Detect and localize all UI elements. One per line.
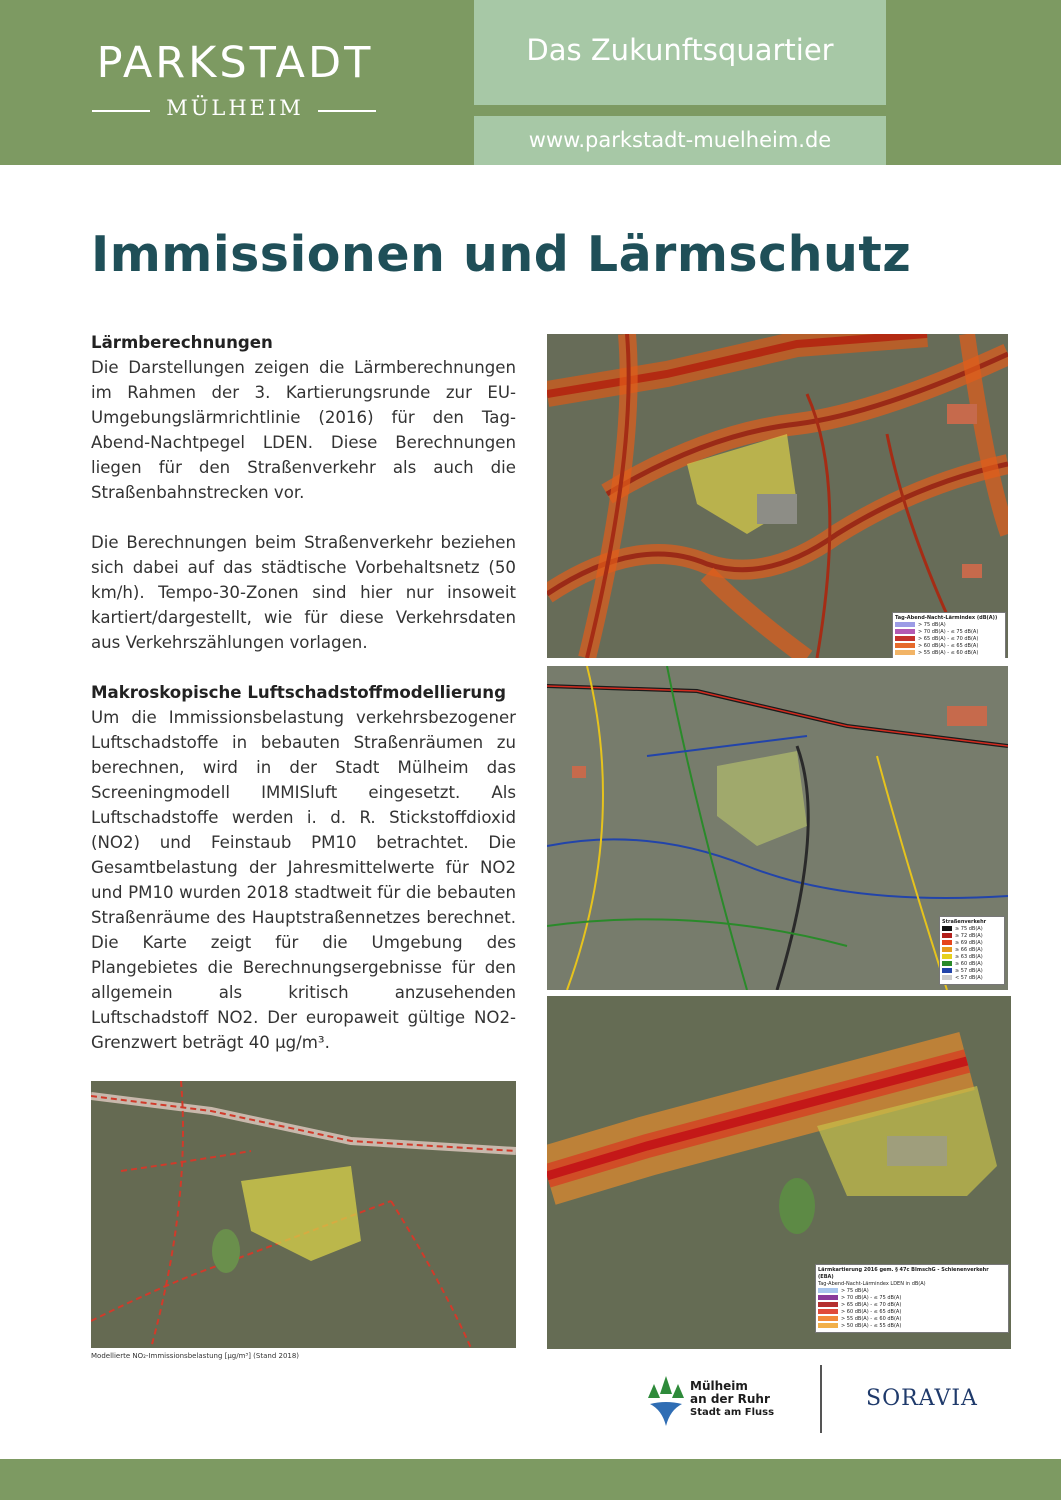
legend-title: Straßenverkehr bbox=[942, 919, 987, 925]
legend-item: > 65 dB(A) - ≤ 70 dB(A) bbox=[895, 636, 1003, 643]
legend-subtitle: Tag-Abend-Nacht-Lärmindex LDEN in dB(A) bbox=[818, 1281, 926, 1287]
legend-item: > 70 dB(A) - ≤ 75 dB(A) bbox=[895, 629, 1003, 636]
page-title: Immissionen und Lärmschutz bbox=[91, 226, 912, 283]
legend-item: > 75 dB(A) bbox=[818, 1288, 1006, 1295]
map-street-traffic bbox=[547, 666, 1008, 990]
legend-item: > 60 dB(A) - ≤ 65 dB(A) bbox=[895, 643, 1003, 650]
legend-item: > 60 dB(A) - ≤ 65 dB(A) bbox=[818, 1309, 1006, 1316]
map-no2 bbox=[91, 1081, 516, 1348]
legend-item: ≥ 57 dB(A) bbox=[942, 968, 1002, 975]
map-road-noise bbox=[547, 334, 1008, 658]
legend-item: ≥ 75 dB(A) bbox=[942, 926, 1002, 933]
legend-item: ≥ 66 dB(A) bbox=[942, 947, 1002, 954]
brand-divider-right bbox=[318, 110, 376, 112]
legend-item: > 70 dB(A) - ≤ 75 dB(A) bbox=[818, 1295, 1006, 1302]
section-paragraph: Um die Immissionsbelastung verkehrsbezogener Luftschadstoffe in bebauten Straßenräumen zu berechnen, wird in der Stadt Mülheim das Screeningmodell IMMISluft eingesetzt. Als Luftschadstoffe werden i. d. R. Stickstoffdioxid (NO2) und Feinstaub PM10 betrachtet. Die Gesamtbelastung der Jahresmittelwerte für NO2 und PM10 wurden 2018 stadtweit für die bebauten Straßenräume des Hauptstraßennetzes berechnet. Die Karte zeigt für die Umgebung des Plangebietes die Berechnungsergebnisse für den allgemein als kritisch anzusehenden Luftschadstoff NO2. Der europaweit gültige NO2-Grenzwert beträgt 40 µg/m³. bbox=[91, 708, 516, 1052]
legend-item: > 55 dB(A) - ≤ 60 dB(A) bbox=[818, 1316, 1006, 1323]
legend-item: > 65 dB(A) - ≤ 70 dB(A) bbox=[818, 1302, 1006, 1309]
section-air bbox=[91, 680, 516, 1055]
legend-item: < 57 dB(A) bbox=[942, 975, 1002, 982]
legend-item: ≥ 63 dB(A) bbox=[942, 954, 1002, 961]
legend-item: ≥ 72 dB(A) bbox=[942, 933, 1002, 940]
legend-item: > 55 dB(A) - ≤ 60 dB(A) bbox=[895, 650, 1003, 657]
section-noise bbox=[91, 330, 516, 655]
legend-item: ≥ 69 dB(A) bbox=[942, 940, 1002, 947]
legend-item: > 50 dB(A) - ≤ 55 dB(A) bbox=[818, 1323, 1006, 1330]
legend-title: Lärmkartierung 2016 gem. § 47c BImschG - Schienenverkehr (EBA) bbox=[818, 1267, 989, 1280]
map-no2-caption: Modellierte NO₂-Immissionsbelastung [µg/m³] (Stand 2018) bbox=[91, 1352, 300, 1360]
section-heading: Lärmberechnungen bbox=[91, 333, 273, 352]
map-rail-noise bbox=[547, 996, 1011, 1349]
website-link[interactable]: www.parkstadt-muelheim.de bbox=[528, 128, 832, 152]
footer-bar bbox=[0, 1459, 1061, 1500]
section-paragraph: Die Darstellungen zeigen die Lärmberechnungen im Rahmen der 3. Kartierungsrunde zur EU-Umgebungslärmrichtlinie (2016) für den Tag-Abend-Nachtpegel LDEN. Diese Berechnungen liegen für den Straßenverkehr als auch die Straßenbahnstrecken vor. bbox=[91, 358, 516, 502]
section-paragraph: Die Berechnungen beim Straßenverkehr beziehen sich dabei auf das städtische Vorbehaltsnetz (50 km/h). Tempo-30-Zonen sind hier nur insoweit kartiert/dargestellt, wie für diese Verkehrsdaten aus Verkehrszählungen vorlagen. bbox=[91, 533, 516, 652]
map-legend bbox=[892, 612, 1006, 658]
map-legend bbox=[815, 1264, 1009, 1333]
logo-divider bbox=[820, 1365, 822, 1433]
tagline: Das Zukunftsquartier bbox=[526, 33, 834, 67]
legend-item: ≥ 60 dB(A) bbox=[942, 961, 1002, 968]
city-name: Mülheim an der Ruhr Stadt am Fluss bbox=[690, 1379, 775, 1418]
partner-logo: SORAVIA bbox=[866, 1386, 978, 1411]
legend-title: Tag-Abend-Nacht-Lärmindex (dB(A)) bbox=[895, 615, 998, 621]
brand-subname: MÜLHEIM bbox=[166, 96, 304, 120]
brand-name: PARKSTADT bbox=[96, 38, 374, 88]
legend-item: > 75 dB(A) bbox=[895, 622, 1003, 629]
section-heading: Makroskopische Luftschadstoffmodellierung bbox=[91, 683, 506, 702]
map-legend bbox=[939, 916, 1005, 985]
